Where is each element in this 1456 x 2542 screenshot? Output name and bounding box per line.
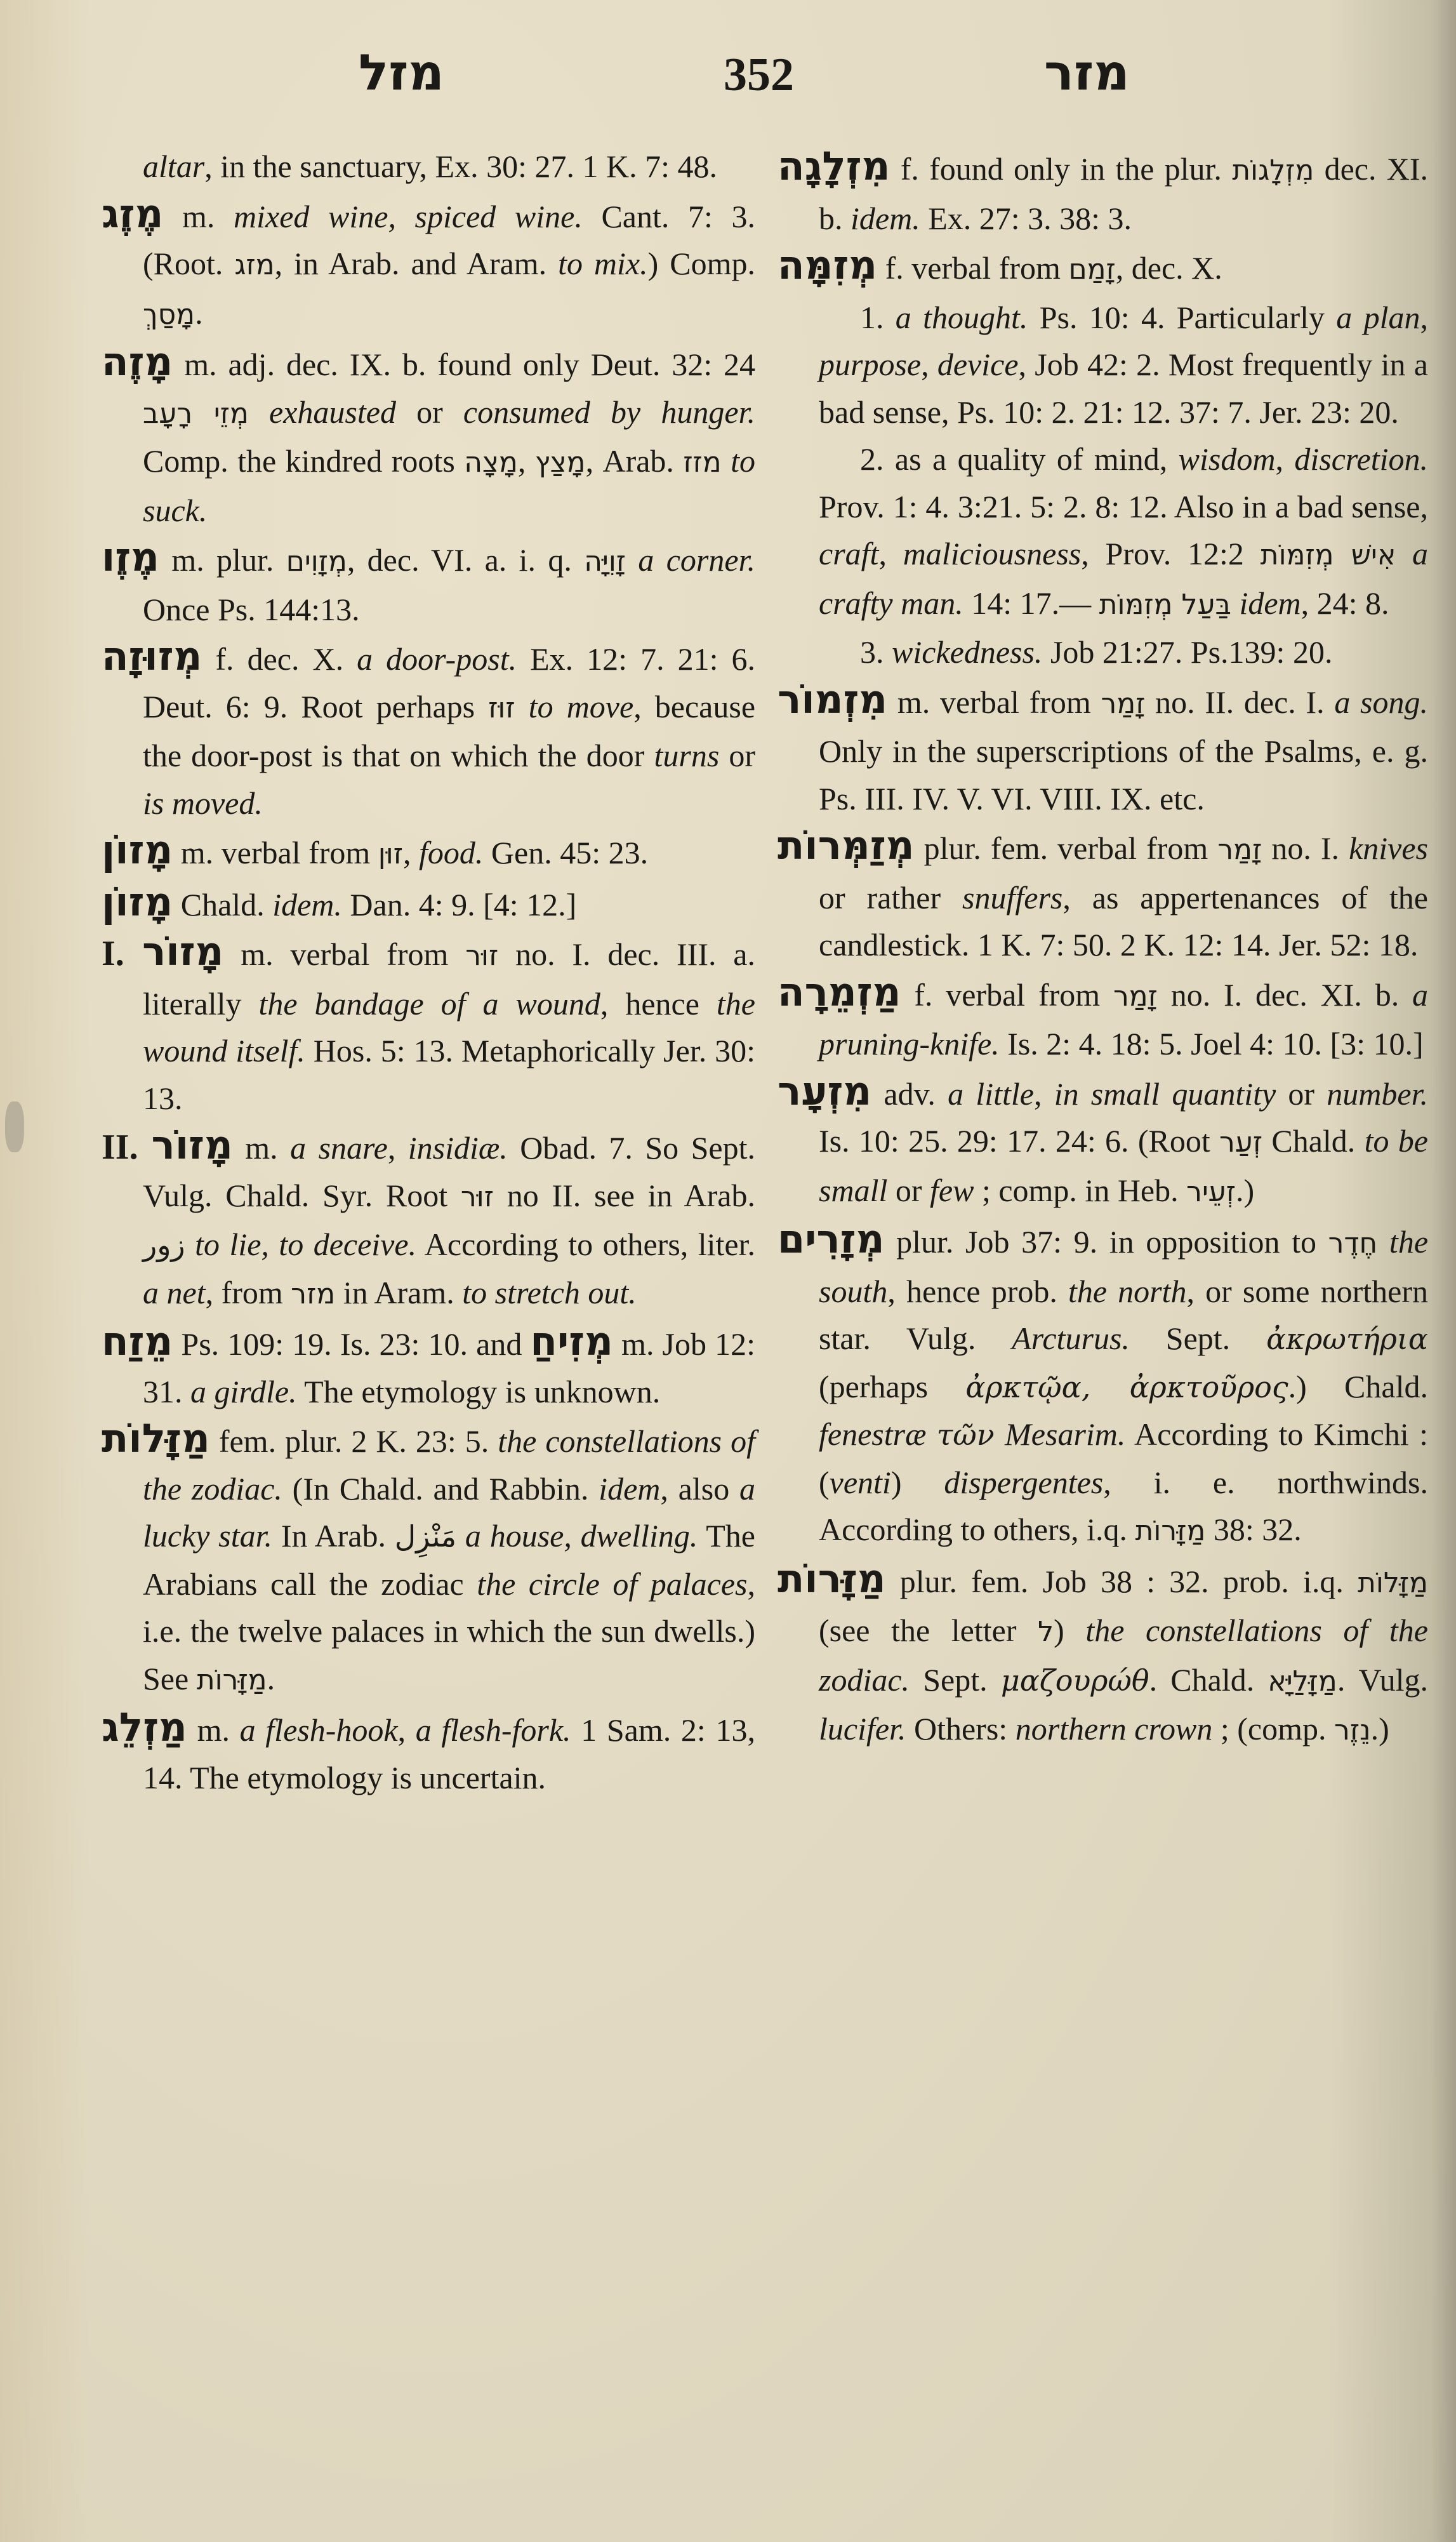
entry-text: f. verbal from — [901, 976, 1113, 1013]
greek-text: τῶν — [936, 1418, 995, 1452]
headword: מָזוֹן — [102, 827, 173, 873]
entry-text: Obad. 7. So Sept. Vulg. Chald. Syr. Root — [143, 1130, 755, 1213]
gloss-italic: few — [930, 1172, 974, 1208]
entry-text: Is. 2: 4. 18: 5. Joel 4: 10. [3: 10.] — [999, 1026, 1424, 1061]
entry-text: . — [267, 1660, 275, 1696]
page-header — [0, 44, 1456, 114]
entry-text: no. I. dec. XI. b. — [1157, 976, 1412, 1013]
hebrew-text: מזר — [291, 1277, 336, 1310]
entry-text: (perhaps — [819, 1368, 966, 1404]
entry-text: 38: 32. — [1205, 1512, 1302, 1547]
entry-text: dec. XI. b. — [819, 151, 1428, 236]
entry-text: , also — [660, 1470, 739, 1507]
hebrew-text: זָמַר — [1113, 980, 1158, 1013]
entry-text: . Vulg. — [1337, 1661, 1428, 1698]
entry-text: Hos. 5: 13. Metaphorically Jer. 30: 13. — [143, 1033, 755, 1116]
hebrew-text: מזג — [234, 249, 275, 281]
headword: מֶזֶו — [102, 534, 159, 580]
gloss-italic: a thought. — [895, 299, 1028, 335]
entry-text: no. II. dec. I. — [1145, 684, 1335, 720]
gloss-italic: idem — [1239, 585, 1301, 621]
entry-text: f. verbal from — [877, 250, 1069, 286]
entry-text: ) Comp. — [647, 246, 755, 281]
gloss-italic: a girdle. — [190, 1373, 297, 1409]
gloss-italic: to mix. — [558, 246, 648, 281]
entry-text: , — [921, 347, 937, 382]
hebrew-text: מַזָּלוֹת — [1357, 1566, 1428, 1599]
gloss-italic: the south — [819, 1224, 1429, 1309]
entry-text: Ps. 10: 4. Particularly — [1028, 299, 1337, 335]
gloss-italic: a house, dwelling. — [465, 1518, 698, 1554]
left-column — [102, 143, 755, 1801]
gloss-italic: to be small — [819, 1123, 1428, 1208]
hebrew-text: ל — [1038, 1616, 1054, 1648]
dictionary-entry — [102, 879, 755, 929]
entry-text: , — [1033, 1075, 1054, 1112]
dictionary-entry — [102, 633, 755, 827]
entry-text: or — [887, 1172, 930, 1208]
entry-text: , i.e. the twelve palaces in which the sun dwells.) See — [143, 1566, 755, 1696]
dictionary-entry — [102, 1415, 755, 1704]
hebrew-text: מְזָוִים — [286, 545, 347, 578]
entry-sense — [778, 436, 1428, 629]
entry-text: , — [397, 1712, 416, 1748]
entry-text: Sept. — [910, 1661, 1001, 1698]
gloss-italic: a door-post. — [357, 641, 517, 677]
entry-text: m. — [187, 1712, 240, 1748]
entry-text: , in the sanctuary, Ex. 30: 27. 1 K. 7: 48. — [204, 149, 717, 184]
entry-text: (In Chald. and Rabbin. — [282, 1470, 599, 1507]
entry-text: Ex. 12: 7. 21: 6. Deut. 6: 9. Root perhaps — [143, 641, 755, 724]
dictionary-entry — [778, 676, 1428, 823]
hebrew-text: זָמַר — [1101, 687, 1146, 720]
entry-text: m. verbal from — [887, 684, 1101, 720]
hebrew-text: זָמַם — [1068, 253, 1116, 286]
gloss-italic: a net — [143, 1274, 206, 1310]
gloss-italic: a flesh-fork. — [415, 1712, 571, 1748]
entry-text: Chald. — [173, 886, 273, 922]
entry-text: ; (comp. — [1212, 1711, 1334, 1747]
gloss-italic: northern crown — [1015, 1711, 1213, 1747]
entry-text: Once Ps. 144:13. — [143, 591, 360, 627]
right-column — [778, 143, 1428, 1755]
gloss-italic: to move — [528, 688, 634, 724]
entry-text: , dec. VI. a. i. q. — [347, 542, 585, 578]
greek-text: ἀκρωτήρια — [1266, 1322, 1428, 1356]
entry-text: .) Chald. — [1288, 1368, 1428, 1404]
entry-sense — [778, 629, 1428, 676]
gloss-italic: wisdom — [1178, 441, 1276, 477]
headword: מְזִמָּה — [778, 242, 878, 288]
hebrew-text: זוּר — [465, 940, 499, 972]
greek-text: μαζουρώθ — [1000, 1663, 1149, 1698]
gloss-italic: device — [937, 347, 1019, 382]
entry-text — [926, 1416, 936, 1452]
running-headword-right: מזר — [1044, 44, 1130, 102]
headword: מָזוֹר — [142, 928, 224, 975]
gloss-italic: a crafty man. — [819, 536, 1429, 621]
page-number: 352 — [724, 49, 794, 101]
hebrew-text: מָסַךְ — [143, 298, 195, 331]
entry-text: 1. — [860, 299, 896, 335]
hebrew-text: מִזְלָגוֹת — [1232, 154, 1314, 187]
entry-text: , dec. X. — [1115, 250, 1222, 286]
gloss-italic: maliciousness — [903, 536, 1082, 571]
gloss-italic: Arcturus. — [1012, 1321, 1130, 1356]
gloss-italic: to suck. — [143, 443, 755, 528]
hebrew-text: זְעֵיר — [1186, 1175, 1236, 1208]
gloss-italic: consumed by hunger. — [463, 394, 755, 430]
gloss-italic: the constellations of the zodiac. — [819, 1613, 1428, 1698]
headword: מְזַמְּרוֹת — [778, 822, 915, 868]
gloss-italic: to lie, to deceive. — [195, 1227, 417, 1262]
gloss-italic: lucifer. — [819, 1711, 906, 1747]
hebrew-text: מַזָּלַיָּא — [1267, 1665, 1337, 1698]
entry-text: in Aram. — [335, 1274, 463, 1310]
entry-text: Is. 10: 25. 29: 17. 24: 6. (Root — [819, 1123, 1220, 1159]
hebrew-text: מַזָּרוֹת — [196, 1663, 267, 1696]
gloss-italic: the wound itself. — [143, 985, 755, 1068]
hebrew-text: זוּן — [378, 838, 403, 870]
hebrew-text: חֶדֶר — [1328, 1227, 1378, 1260]
entry-text: , — [1275, 441, 1295, 477]
paper-blemish — [5, 1101, 24, 1152]
headword: מָזוֹר — [151, 1122, 233, 1168]
hebrew-text: זָמַר — [1217, 834, 1262, 866]
entry-text: , hence — [600, 985, 717, 1021]
hebrew-text: מַזָּרוֹת — [1135, 1515, 1206, 1547]
hebrew-text: בַּעַל מְזִמּוֹת — [1099, 588, 1231, 621]
arabic-text: مَنْزِل — [394, 1519, 457, 1554]
entry-text: plur. Job 37: 9. in opposition to — [884, 1224, 1328, 1260]
entry-text: In Arab. — [272, 1518, 395, 1554]
entry-text: , 24: 8. — [1300, 585, 1389, 621]
gloss-italic: idem. — [850, 200, 920, 236]
entry-text: , — [878, 536, 903, 571]
entry-text: plur. fem. verbal from — [914, 830, 1218, 866]
gloss-italic: Mesarim. — [1005, 1416, 1126, 1452]
entry-text — [456, 1518, 465, 1554]
entry-text: m. plur. — [159, 542, 286, 578]
entry-text: Ps. 109: 19. Is. 23: 10. and — [173, 1326, 531, 1362]
gloss-italic: idem — [599, 1470, 661, 1507]
gloss-italic: in small quantity — [1054, 1075, 1276, 1112]
gloss-italic: a pruning-knife. — [819, 976, 1428, 1061]
entry-text: m. Job 12: 31. — [143, 1326, 755, 1409]
gloss-italic: a song. — [1334, 684, 1428, 720]
gloss-italic: turns — [654, 738, 720, 773]
entry-text: According to Kimchi : ( — [819, 1416, 1428, 1500]
entry-text: , — [387, 1130, 408, 1166]
gloss-italic: knives — [1349, 830, 1428, 866]
entry-text: or — [395, 394, 463, 430]
entry-text — [249, 394, 269, 430]
gloss-italic: a plan — [1336, 299, 1420, 335]
greek-text: ἀρκτῷα, ἀρκτοῦρος — [965, 1369, 1288, 1404]
hebrew-text: זָוִיָּה — [584, 545, 626, 578]
gloss-italic: a lucky star. — [143, 1470, 755, 1554]
entry-text: Prov. 1: 4. 3:21. 5: 2. 8: 12. Also in a bad sense, — [819, 488, 1428, 524]
entry-text: .) — [1236, 1172, 1255, 1208]
gloss-italic: is moved. — [143, 785, 263, 821]
entry-text: ) — [890, 1464, 944, 1500]
entry-text: no II. see in Arab. — [493, 1177, 755, 1213]
entry-continuation — [102, 143, 755, 190]
dictionary-entry — [778, 1216, 1428, 1555]
entry-text: Others: — [906, 1711, 1016, 1747]
entry-text: Cant. 7: 3. (Root. — [143, 198, 755, 281]
entry-text: The etymology is unknown. — [296, 1373, 661, 1409]
dictionary-entry — [102, 827, 755, 879]
entry-text: f. dec. X. — [202, 641, 357, 677]
hebrew-text: אִישׁ מְזִמּוֹת — [1260, 539, 1396, 571]
entry-text: , — [403, 835, 419, 870]
entry-text — [185, 1227, 195, 1262]
entry-text: m. verbal from — [223, 936, 466, 972]
entry-text: , — [1420, 299, 1428, 335]
headword: מַזָּלוֹת — [102, 1415, 210, 1461]
gloss-italic: the north — [1068, 1273, 1187, 1309]
entry-text: or — [719, 738, 755, 773]
entry-text: (see the letter — [819, 1613, 1038, 1648]
gloss-italic: a flesh-hook — [239, 1712, 398, 1748]
entry-text: , as appertenances of the candlestick. 1 K. 7: 50. 2 K. 12: 14. Jer. 52: 18. — [819, 879, 1428, 962]
entry-text — [1231, 585, 1240, 621]
dictionary-entry — [778, 969, 1428, 1068]
entry-text: m. adj. dec. IX. b. found only Deut. 32: 24 — [173, 347, 755, 382]
hebrew-text: זוּר — [460, 1180, 494, 1213]
entry-text: adv. — [871, 1075, 948, 1112]
headword: מֵזַח — [102, 1318, 173, 1364]
running-headword-left: מזל — [359, 44, 444, 102]
entry-text: Ex. 27: 3. 38: 3. — [920, 200, 1132, 236]
dictionary-entry — [102, 928, 755, 1122]
entry-text: , hence prob. — [887, 1273, 1068, 1309]
entry-text: .) — [1370, 1711, 1389, 1747]
dictionary-entry — [778, 1555, 1428, 1755]
entry-text: no. I. — [1262, 830, 1349, 866]
entry-text: . Chald. — [1149, 1661, 1268, 1698]
entry-text: , because the door-post is that on which the door — [143, 688, 756, 773]
headword: מַזָּרוֹת — [778, 1555, 886, 1602]
entry-text: , from — [205, 1274, 291, 1310]
dictionary-entry — [102, 338, 755, 534]
headword: מְזָרִים — [778, 1216, 885, 1262]
entry-text: The Arabians call the zodiac — [143, 1518, 755, 1602]
gloss-italic: mixed wine, spiced wine. — [234, 198, 583, 234]
entry-text: . — [195, 295, 203, 331]
hebrew-text: זוּז — [488, 691, 515, 724]
gloss-italic: food. — [419, 835, 484, 870]
hebrew-text: זְעַר — [1219, 1126, 1263, 1159]
entry-text — [1396, 536, 1412, 571]
gloss-italic: fenestræ — [819, 1416, 927, 1452]
entry-text: 1 Sam. 2: 13, 14. The etymology is uncertain. — [143, 1712, 755, 1795]
headword: מַזְלֵג — [102, 1704, 187, 1750]
entry-text: or — [1276, 1075, 1327, 1112]
hebrew-text: מָצַץ — [534, 446, 586, 479]
entry-text: Only in the superscriptions of the Psalms, e. g. Ps. III. IV. V. VI. VIII. IX. etc. — [819, 733, 1428, 816]
entry-text: fem. plur. 2 K. 23: 5. — [209, 1423, 498, 1459]
entry-text: ) — [1054, 1613, 1086, 1648]
gloss-italic: idem. — [272, 886, 342, 922]
entry-text: Gen. 45: 23. — [483, 835, 649, 870]
dictionary-entry — [102, 1318, 755, 1415]
entry-text: m. — [163, 198, 234, 234]
homonym-numeral: I. — [102, 934, 143, 973]
gloss-italic: the constellations of the zodiac. — [143, 1423, 755, 1507]
gloss-italic: snuffers — [962, 879, 1063, 915]
dictionary-entry — [778, 1068, 1428, 1216]
hebrew-text: מזז — [683, 446, 722, 479]
dictionary-entry — [778, 822, 1428, 969]
entry-text: no. I. dec. III. a. literally — [143, 936, 755, 1021]
entry-text — [722, 443, 731, 479]
entry-text: Job 21:27. Ps.139: 20. — [1042, 634, 1333, 670]
dictionary-entry — [778, 143, 1428, 242]
gloss-italic: altar — [143, 149, 205, 184]
entry-text: Chald. — [1262, 1123, 1365, 1159]
headword: מִזְמוֹר — [778, 675, 888, 722]
homonym-numeral: II. — [102, 1128, 152, 1167]
gloss-italic: craft — [819, 536, 879, 571]
entry-text — [995, 1416, 1005, 1452]
gloss-italic: number. — [1327, 1075, 1429, 1112]
gloss-italic: exhausted — [269, 394, 396, 430]
entry-text: , Job 42: 2. Most frequently in a bad sense, Ps. 10: 2. 21: 12. 37: 7. Jer. 23: 20. — [819, 347, 1428, 430]
entry-text: m. — [232, 1130, 291, 1166]
headword: מִזְלָגָה — [778, 143, 890, 189]
entry-text: Dan. 4: 9. [4: 12.] — [341, 886, 577, 922]
entry-text: According to others, liter. — [416, 1227, 755, 1262]
gloss-italic: venti — [829, 1464, 891, 1500]
dictionary-entry — [102, 190, 755, 339]
entry-text: , or some northern star. Vulg. — [819, 1273, 1428, 1356]
entry-text: , Prov. 12:2 — [1081, 536, 1261, 571]
arabic-text: زور — [143, 1228, 185, 1262]
dictionary-entry — [778, 242, 1428, 294]
headword: מְזוּזָה — [102, 633, 202, 679]
gloss-italic: a little — [948, 1075, 1034, 1112]
headword: מִזְעָר — [778, 1067, 872, 1114]
entry-text — [1377, 1224, 1389, 1260]
entry-text: 3. — [860, 634, 892, 670]
entry-text — [626, 542, 638, 578]
entry-text: 14: 17.— — [963, 585, 1099, 621]
entry-text: , in Arab. and Aram. — [274, 246, 559, 281]
entry-text: 2. as a quality of mind, — [860, 441, 1179, 477]
entry-text: Sept. — [1129, 1321, 1267, 1356]
gloss-italic: a snare — [290, 1130, 388, 1166]
gloss-italic: the circle of palaces — [477, 1566, 748, 1602]
entry-text: Comp. the kindred roots — [143, 443, 465, 479]
entry-text: , — [517, 443, 535, 479]
entry-text: ; comp. in Heb. — [974, 1172, 1187, 1208]
gloss-italic: wickedness. — [892, 634, 1043, 670]
headword: מָזוֹן — [102, 878, 173, 925]
gloss-italic: purpose — [819, 347, 922, 382]
entry-sense — [778, 294, 1428, 436]
gloss-italic: discretion. — [1294, 441, 1428, 477]
hebrew-text: מְזֵי רָעָב — [143, 397, 249, 430]
entry-text: , i. e. northwinds. According to others, i.q. — [819, 1464, 1428, 1547]
gloss-italic: the bandage of a wound — [258, 985, 600, 1021]
dictionary-entry — [102, 534, 755, 633]
entry-text: f. found only in the plur. — [890, 151, 1233, 187]
entry-text: or rather — [819, 879, 963, 915]
hebrew-text: נֵזֶר — [1334, 1714, 1371, 1747]
headword: מָזֶה — [102, 338, 173, 385]
gloss-italic: dispergentes — [944, 1464, 1104, 1500]
dictionary-entry — [102, 1122, 755, 1318]
headword: מַזְמֵרָה — [778, 968, 901, 1015]
dictionary-entry — [102, 1704, 755, 1801]
entry-text: plur. fem. Job 38 : 32. prob. i.q. — [885, 1563, 1358, 1599]
headword: מְזִיחַ — [530, 1318, 613, 1364]
headword: מֶזֶג — [102, 190, 164, 237]
hebrew-text: מָצָה — [464, 446, 518, 479]
gloss-italic: a corner. — [638, 542, 755, 578]
gloss-italic: to stretch out. — [462, 1274, 637, 1310]
gloss-italic: insidiæ. — [407, 1130, 508, 1166]
entry-text: m. verbal from — [173, 835, 378, 870]
entry-text: , Arab. — [585, 443, 684, 479]
entry-text — [515, 689, 529, 724]
